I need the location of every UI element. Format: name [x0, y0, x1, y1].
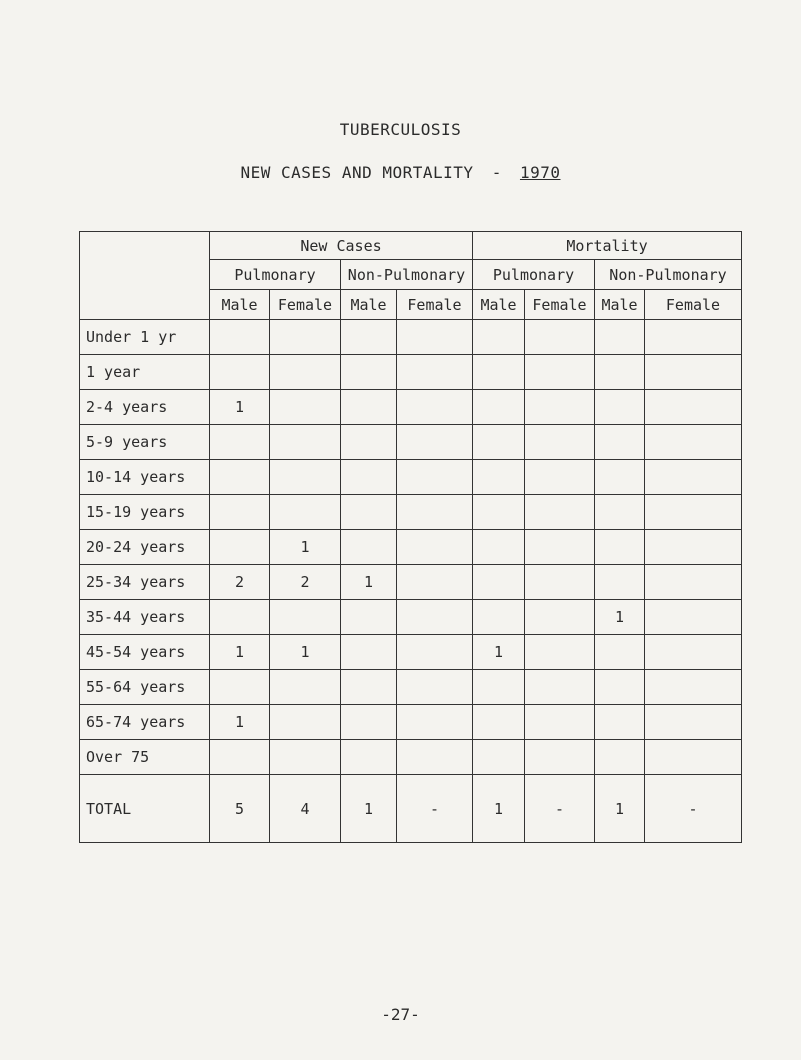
table-cell	[210, 355, 270, 390]
table-cell	[595, 565, 645, 600]
row-label: 20-24 years	[80, 530, 210, 565]
table-cell: 1	[341, 775, 397, 843]
document-subtitle	[0, 163, 801, 182]
table-cell: 1	[595, 600, 645, 635]
row-label: TOTAL	[80, 775, 210, 843]
table-cell	[270, 425, 341, 460]
table-cell	[595, 670, 645, 705]
table-cell: -	[397, 775, 473, 843]
table-cell	[645, 530, 742, 565]
table-cell	[525, 495, 595, 530]
table-row	[80, 600, 742, 635]
row-label: 65-74 years	[80, 705, 210, 740]
table-cell	[397, 495, 473, 530]
table-cell	[645, 635, 742, 670]
table-cell	[473, 670, 525, 705]
table-cell	[270, 740, 341, 775]
table-cell	[397, 530, 473, 565]
sex-header: Female	[645, 290, 742, 320]
table-cell	[341, 425, 397, 460]
table-cell	[525, 320, 595, 355]
table-cell	[341, 530, 397, 565]
table-cell: 1	[270, 530, 341, 565]
table-cell	[341, 320, 397, 355]
sex-header: Female	[397, 290, 473, 320]
table-cell	[473, 495, 525, 530]
row-label: 55-64 years	[80, 670, 210, 705]
row-label: 45-54 years	[80, 635, 210, 670]
table-cell	[645, 495, 742, 530]
table-cell	[210, 320, 270, 355]
group-header-new-cases: New Cases	[210, 232, 473, 260]
table-cell	[595, 530, 645, 565]
table-cell: 1	[341, 565, 397, 600]
row-label: Over 75	[80, 740, 210, 775]
table-cell: 1	[210, 390, 270, 425]
table-cell	[397, 600, 473, 635]
table-cell	[210, 425, 270, 460]
table-cell: 5	[210, 775, 270, 843]
row-label: 1 year	[80, 355, 210, 390]
table-cell	[525, 460, 595, 495]
subtitle-dash: -	[491, 163, 502, 182]
table-cell	[473, 320, 525, 355]
table-row	[80, 635, 742, 670]
subgroup-header: Non-Pulmonary	[595, 260, 742, 290]
page-number: -27-	[381, 1005, 420, 1024]
table-row	[80, 460, 742, 495]
table-row	[80, 530, 742, 565]
table-cell: 2	[270, 565, 341, 600]
table-cell	[473, 705, 525, 740]
table-row	[80, 495, 742, 530]
table-cell	[525, 425, 595, 460]
document-title: TUBERCULOSIS	[339, 120, 462, 139]
table-cell: 1	[210, 705, 270, 740]
table-cell	[473, 355, 525, 390]
row-label: 15-19 years	[80, 495, 210, 530]
table-cell	[270, 705, 341, 740]
table-cell	[397, 355, 473, 390]
table-cell	[270, 460, 341, 495]
table-cell	[595, 320, 645, 355]
sex-header: Male	[595, 290, 645, 320]
table-cell	[270, 355, 341, 390]
subtitle-text: NEW CASES AND MORTALITY	[240, 163, 474, 182]
table-cell	[525, 565, 595, 600]
table-cell	[645, 390, 742, 425]
row-label: 2-4 years	[80, 390, 210, 425]
table-cell: 2	[210, 565, 270, 600]
table-cell	[341, 740, 397, 775]
table-cell	[397, 320, 473, 355]
table-cell	[210, 460, 270, 495]
table-cell	[210, 495, 270, 530]
table-cell	[525, 530, 595, 565]
table-cell	[595, 425, 645, 460]
table-cell	[645, 600, 742, 635]
table-cell: -	[645, 775, 742, 843]
table-cell	[595, 495, 645, 530]
table-cell	[341, 705, 397, 740]
table-cell	[525, 705, 595, 740]
table-cell	[341, 635, 397, 670]
table-cell	[595, 740, 645, 775]
row-label: 25-34 years	[80, 565, 210, 600]
row-label: 5-9 years	[80, 425, 210, 460]
table-cell	[341, 390, 397, 425]
table-cell	[270, 670, 341, 705]
sex-header: Female	[525, 290, 595, 320]
table-cell	[645, 355, 742, 390]
table-cell	[210, 530, 270, 565]
table-cell	[270, 600, 341, 635]
sex-header: Male	[341, 290, 397, 320]
table-cell	[525, 740, 595, 775]
table-cell	[525, 670, 595, 705]
table-cell: 1	[473, 635, 525, 670]
table-cell	[341, 355, 397, 390]
table-cell	[645, 740, 742, 775]
table-cell	[397, 425, 473, 460]
table-cell: -	[525, 775, 595, 843]
corner-header-cell	[80, 232, 210, 320]
table-cell: 1	[210, 635, 270, 670]
table-cell	[473, 460, 525, 495]
table-cell	[270, 320, 341, 355]
total-row	[80, 775, 742, 843]
row-label: Under 1 yr	[80, 320, 210, 355]
table-cell	[473, 600, 525, 635]
subgroup-header: Pulmonary	[210, 260, 341, 290]
table-cell	[595, 705, 645, 740]
table-cell	[525, 600, 595, 635]
table-cell	[595, 355, 645, 390]
table-cell	[397, 390, 473, 425]
table-cell	[341, 670, 397, 705]
table-cell	[397, 460, 473, 495]
sex-header: Female	[270, 290, 341, 320]
subgroup-header: Non-Pulmonary	[341, 260, 473, 290]
table-cell	[210, 740, 270, 775]
row-label: 10-14 years	[80, 460, 210, 495]
table-cell	[397, 705, 473, 740]
table-cell	[341, 495, 397, 530]
table-cell	[645, 565, 742, 600]
table-cell	[341, 460, 397, 495]
table-row	[80, 740, 742, 775]
table-row	[80, 705, 742, 740]
table-cell	[270, 390, 341, 425]
table-cell	[210, 600, 270, 635]
table-cell	[473, 425, 525, 460]
table-cell	[210, 670, 270, 705]
table-cell	[525, 635, 595, 670]
sex-header: Male	[473, 290, 525, 320]
table-cell: 4	[270, 775, 341, 843]
table-cell	[595, 635, 645, 670]
table-row	[80, 355, 742, 390]
table-cell: 1	[473, 775, 525, 843]
table-cell	[397, 670, 473, 705]
table-cell: 1	[595, 775, 645, 843]
table-cell	[473, 390, 525, 425]
table-cell	[270, 495, 341, 530]
table-cell	[473, 565, 525, 600]
table-cell	[645, 425, 742, 460]
subtitle-year: 1970	[519, 163, 561, 182]
table-row	[80, 425, 742, 460]
table-cell	[397, 740, 473, 775]
table-cell	[645, 670, 742, 705]
table-cell	[473, 530, 525, 565]
table-row	[80, 670, 742, 705]
table-row	[80, 565, 742, 600]
table-row	[80, 390, 742, 425]
row-label: 35-44 years	[80, 600, 210, 635]
table-cell	[595, 390, 645, 425]
table-cell	[595, 460, 645, 495]
table-cell	[341, 600, 397, 635]
table-cell	[397, 565, 473, 600]
subgroup-header: Pulmonary	[473, 260, 595, 290]
table-row	[80, 320, 742, 355]
table-cell	[645, 705, 742, 740]
table-cell	[397, 635, 473, 670]
table-cell	[645, 320, 742, 355]
table-cell	[645, 460, 742, 495]
table-cell: 1	[270, 635, 341, 670]
table-cell	[525, 390, 595, 425]
group-header-mortality: Mortality	[473, 232, 742, 260]
sex-header: Male	[210, 290, 270, 320]
table-cell	[473, 740, 525, 775]
table-cell	[525, 355, 595, 390]
tuberculosis-table	[79, 231, 742, 843]
